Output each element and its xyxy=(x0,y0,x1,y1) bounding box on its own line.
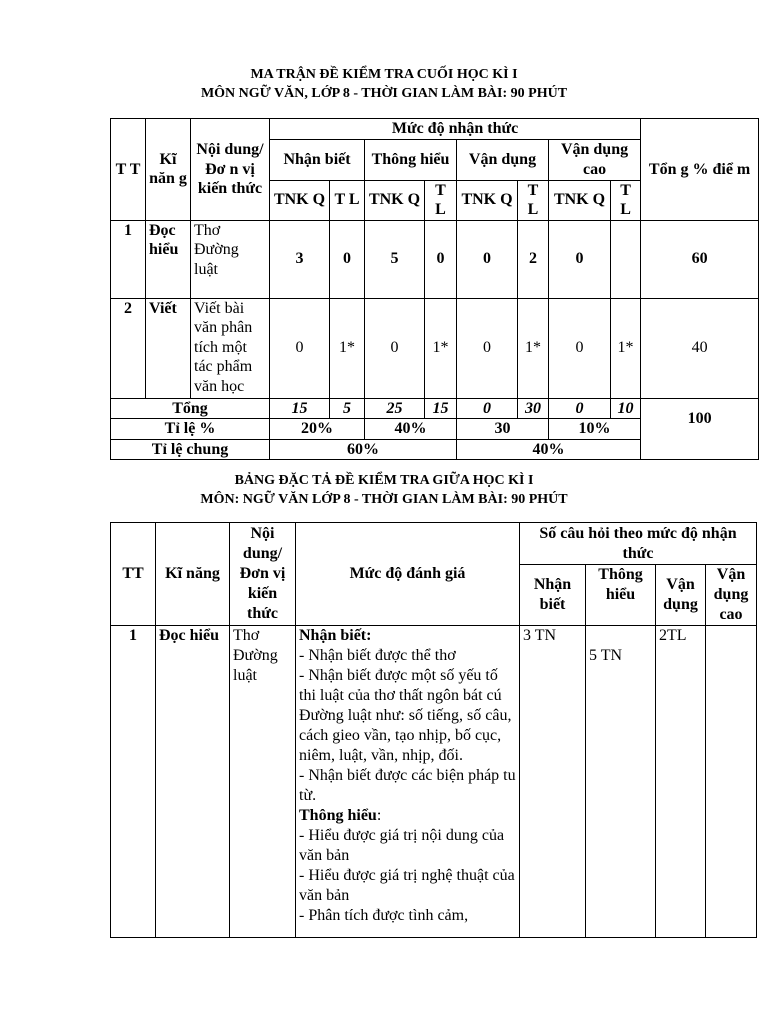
spec-row xyxy=(111,626,757,938)
value-cell xyxy=(611,220,641,298)
spec-title: BẢNG ĐẶC TẢ ĐỀ KIỂM TRA GIỮA HỌC KÌ I xyxy=(234,473,534,488)
criteria-item: - Nhận biết được thể thơ xyxy=(299,647,456,664)
sum-cell: 15 xyxy=(425,398,457,419)
matrix-header-skill: Kĩ năn g xyxy=(146,119,191,221)
value-cell: 0 xyxy=(549,220,611,298)
value-cell: 0 xyxy=(330,220,365,298)
matrix-subheader-tl: T L xyxy=(611,180,641,220)
spec-subtitle: MÔN: NGỮ VĂN LỚP 8 - THỜI GIAN LÀM BÀI: 90 PHÚT xyxy=(200,492,568,507)
row-number: 2 xyxy=(111,298,146,398)
matrix-subheader-tl: T L xyxy=(518,180,549,220)
common-label: Tỉ lệ chung xyxy=(111,439,270,460)
matrix-subheader-tnkq: TNK Q xyxy=(549,180,611,220)
assessment-cell xyxy=(296,626,520,938)
value-cell: 1* xyxy=(611,298,641,398)
criteria-item: - Hiểu được giá trị nội dung của văn bản xyxy=(299,827,505,864)
matrix-header-vd: Vận dụng xyxy=(457,139,549,180)
value-cell: 0 xyxy=(425,220,457,298)
value-cell: 0 xyxy=(457,298,518,398)
sum-cell: 0 xyxy=(549,398,611,419)
spec-header-vd: Vận dụng xyxy=(656,565,706,626)
criteria-item: - Nhận biết được các biện pháp tu từ. xyxy=(299,767,516,804)
content-cell: Thơ Đường luật xyxy=(230,626,296,938)
total-cell: 40 xyxy=(641,298,759,398)
matrix-title: MA TRẬN ĐỀ KIỂM TRA CUỐI HỌC KÌ I xyxy=(250,67,518,82)
content-cell: Viết bài văn phân tích một tác phẩm văn học xyxy=(191,298,270,398)
ratio-cell: 10% xyxy=(549,419,641,440)
row-number: 1 xyxy=(111,626,156,938)
matrix-subtitle: MÔN NGỮ VĂN, LỚP 8 - THỜI GIAN LÀM BÀI: 90 PHÚT xyxy=(200,86,568,101)
th-heading: Thông hiểu xyxy=(299,807,377,824)
row-number: 1 xyxy=(111,220,146,298)
sum-cell: 15 xyxy=(270,398,330,419)
spec-header-th: Thông hiểu xyxy=(586,565,656,626)
value-cell: 1* xyxy=(425,298,457,398)
matrix-table xyxy=(110,118,759,460)
th-count: 5 TN xyxy=(586,626,656,938)
vd-count: 2TL xyxy=(656,626,706,938)
value-cell: 1* xyxy=(518,298,549,398)
spec-header-nb: Nhận biết xyxy=(520,565,586,626)
criteria-item: - Nhận biết được một số yếu tố thi luật của thơ thất ngôn bát cú Đường luật như: số tiếng, số câu, cách gieo vần, tạo nhịp, bố cục, niêm, luật, vần, nhịp, đối. xyxy=(299,667,512,764)
value-cell: 2 xyxy=(518,220,549,298)
content-cell: Thơ Đường luật xyxy=(191,220,270,298)
vdc-count xyxy=(706,626,757,938)
sum-label: Tổng xyxy=(111,398,270,419)
matrix-header-level: Mức độ nhận thức xyxy=(270,119,641,140)
sum-cell: 30 xyxy=(518,398,549,419)
value-cell: 3 xyxy=(270,220,330,298)
matrix-header-content: Nội dung/Đơ n vị kiến thức xyxy=(191,119,270,221)
value-cell: 0 xyxy=(270,298,330,398)
matrix-row xyxy=(111,220,759,298)
value-cell: 5 xyxy=(365,220,425,298)
criteria-item: - Hiểu được giá trị nghệ thuật của văn bản xyxy=(299,867,515,904)
matrix-subheader-tnkq: TNK Q xyxy=(270,180,330,220)
value-cell: 0 xyxy=(365,298,425,398)
grand-total: 100 xyxy=(641,398,759,460)
spec-header-content: Nội dung/ Đơn vị kiến thức xyxy=(230,523,296,626)
matrix-subheader-tl: T L xyxy=(425,180,457,220)
common-cell: 60% xyxy=(270,439,457,460)
spec-header-count: Số câu hỏi theo mức độ nhận thức xyxy=(520,523,757,565)
ratio-cell: 30 xyxy=(457,419,549,440)
spec-header-level: Mức độ đánh giá xyxy=(296,523,520,626)
ratio-label: Tỉ lệ % xyxy=(111,419,270,440)
value-cell: 0 xyxy=(549,298,611,398)
matrix-header-total: Tổn g % điể m xyxy=(641,119,759,221)
sum-row xyxy=(111,398,759,419)
total-cell: 60 xyxy=(641,220,759,298)
spec-table xyxy=(110,522,757,938)
spec-header-tt: TT xyxy=(111,523,156,626)
matrix-subheader-tnkq: TNK Q xyxy=(457,180,518,220)
nb-count: 3 TN xyxy=(520,626,586,938)
skill-cell: Viết xyxy=(146,298,191,398)
sum-cell: 0 xyxy=(457,398,518,419)
matrix-header-nb: Nhận biết xyxy=(270,139,365,180)
matrix-row xyxy=(111,298,759,398)
ratio-cell: 40% xyxy=(365,419,457,440)
nb-heading: Nhận biết: xyxy=(299,627,372,644)
matrix-header-th: Thông hiểu xyxy=(365,139,457,180)
matrix-subheader-tnkq: TNK Q xyxy=(365,180,425,220)
matrix-header-tt: T T xyxy=(111,119,146,221)
ratio-cell: 20% xyxy=(270,419,365,440)
skill-cell: Đọc hiểu xyxy=(156,626,230,938)
spec-header-skill: Kĩ năng xyxy=(156,523,230,626)
sum-cell: 25 xyxy=(365,398,425,419)
value-cell: 0 xyxy=(457,220,518,298)
matrix-subheader-tl: T L xyxy=(330,180,365,220)
skill-cell: Đọc hiểu xyxy=(146,220,191,298)
common-cell: 40% xyxy=(457,439,641,460)
matrix-header-vdc: Vận dụng cao xyxy=(549,139,641,180)
value-cell: 1* xyxy=(330,298,365,398)
criteria-item: - Phân tích được tình cảm, xyxy=(299,907,469,924)
th-colon: : xyxy=(376,807,382,824)
sum-cell: 5 xyxy=(330,398,365,419)
spec-header-vdc: Vận dụng cao xyxy=(706,565,757,626)
sum-cell: 10 xyxy=(611,398,641,419)
